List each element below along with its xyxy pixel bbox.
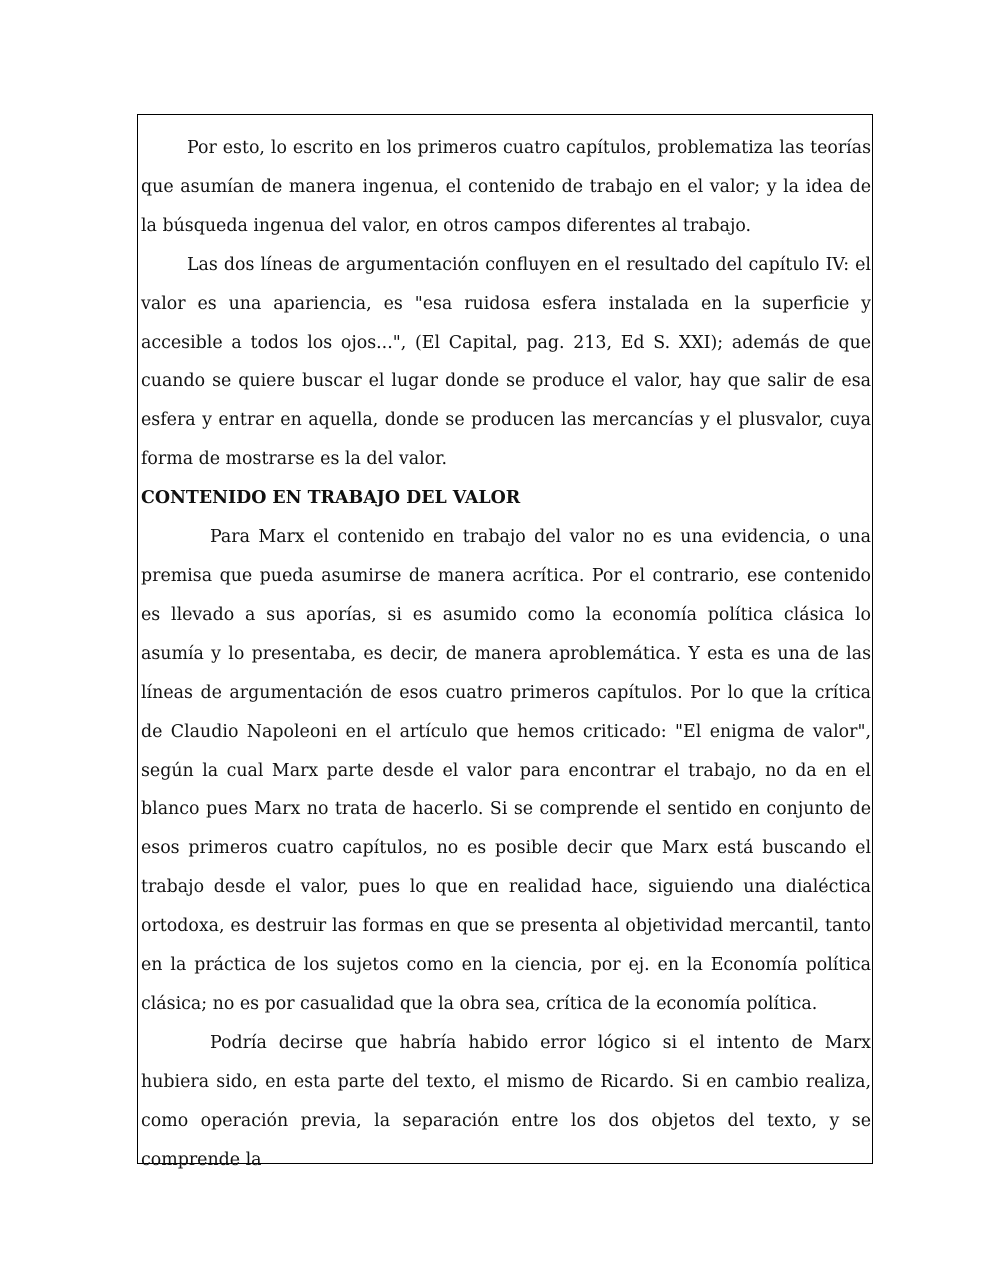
document-body xyxy=(141,129,871,1179)
paragraph: Por esto, lo escrito en los primeros cuatro capítulos, problematiza las teorías que asumían de manera ingenua, el contenido de trabajo en el valor; y la idea de la búsqueda ingenua del valor, en otros campos diferentes al trabajo. xyxy=(141,138,871,236)
paragraph: Las dos líneas de argumentación confluyen en el resultado del capítulo IV: el valor es una apariencia, es "esa ruidosa esfera instalada en la superficie y accesible a todos los ojos...", (El Capital, pag. 213, Ed S. XXI); además de que cuando se quiere buscar el lugar donde se produce el valor, hay que salir de esa esfera y entrar en aquella, donde se producen las mercancías y el plusvalor, cuya forma de mostrarse es la del valor. xyxy=(141,254,871,470)
page-frame xyxy=(137,114,873,1170)
section-heading: CONTENIDO EN TRABAJO DEL VALOR xyxy=(141,488,521,509)
paragraph: Podría decirse que habría habido error lógico si el intento de Marx hubiera sido, en esta parte del texto, el mismo de Ricardo. Si en cambio realiza, como operación previa, la separación entre los dos objetos del texto, y se comprende la xyxy=(141,1032,871,1170)
paragraph: Para Marx el contenido en trabajo del valor no es una evidencia, o una premisa que pueda asumirse de manera acrítica. Por el contrario, ese contenido es llevado a sus aporías, si es asumido como la economía política clásica lo asumía y lo presentaba, es decir, de manera aproblemática. Y esta es una de las líneas de argumentación de esos cuatro primeros capítulos. Por lo que la crítica de Claudio Napoleoni en el artículo que hemos criticado: "El enigma de valor", según la cual Marx parte desde el valor para encontrar el trabajo, no da en el blanco pues Marx no trata de hacerlo. Si se comprende el sentido en conjunto de esos primeros cuatro capítulos, no es posible decir que Marx está buscando el trabajo desde el valor, pues lo que en realidad hace, siguiendo una dialéctica ortodoxa, es destruir las formas en que se presenta al objetividad mercantil, tanto en la práctica de los sujetos como en la ciencia, por ej. en la Economía política clásica; no es por casualidad que la obra sea, crítica de la economía política. xyxy=(141,527,871,1014)
